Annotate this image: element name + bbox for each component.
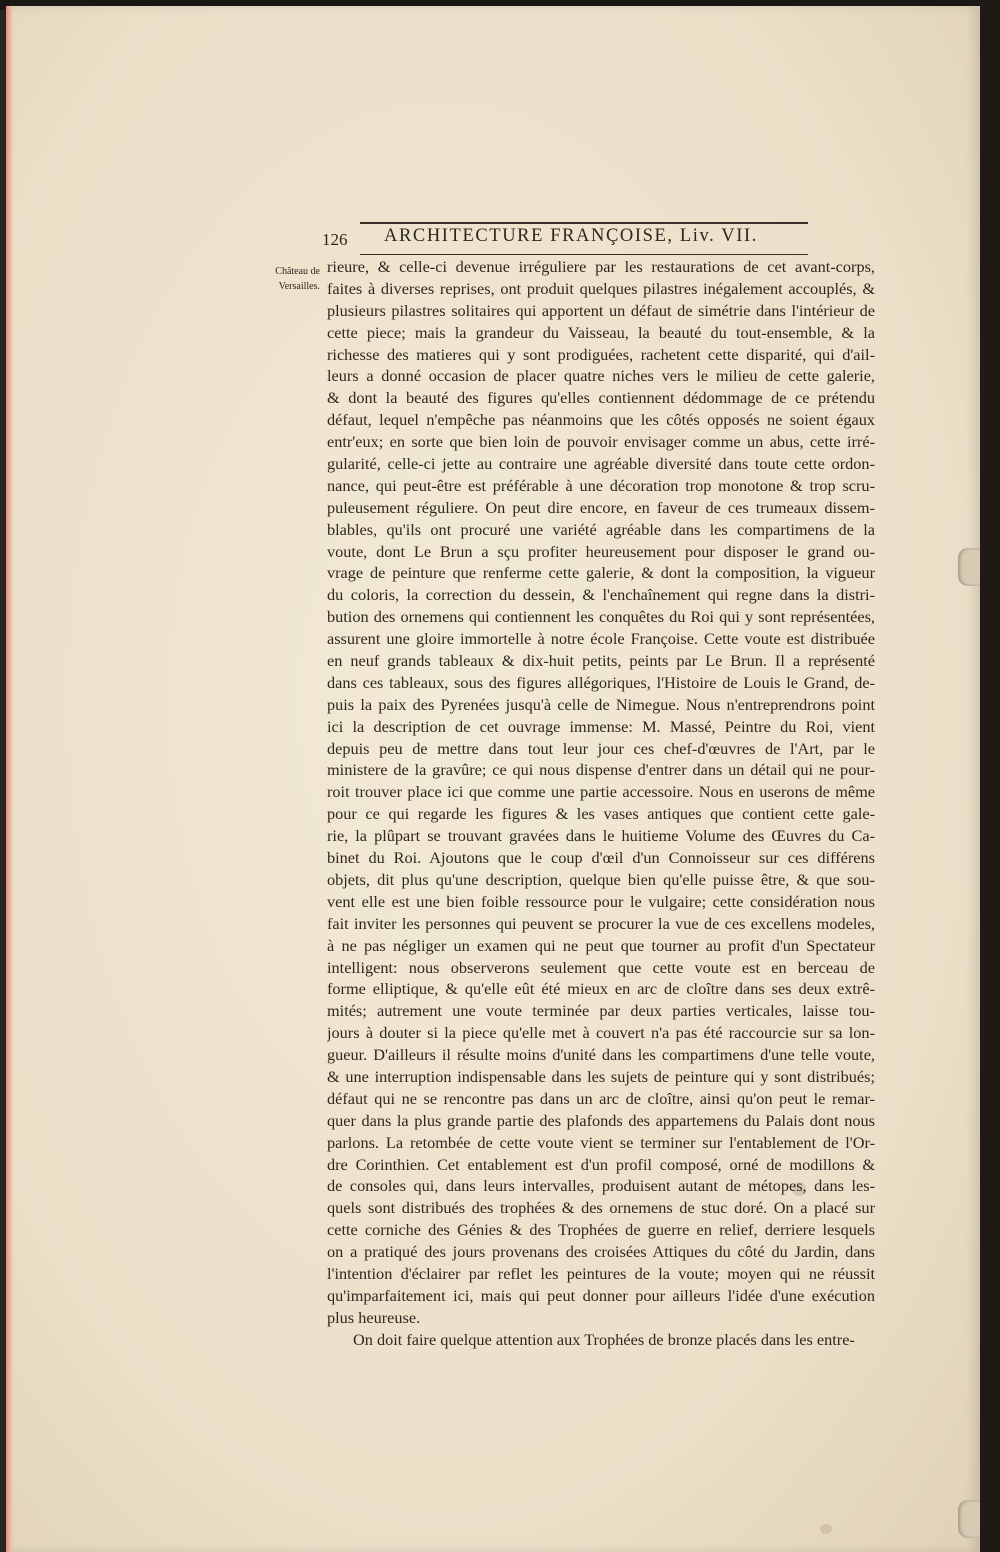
text-line: nance, qui peut-être est préférable à une décoration trop monotone & trop scru- <box>327 475 875 495</box>
text-line: parlons. La retombée de cette voute vient se terminer sur l'entablement de l'Or- <box>327 1132 875 1152</box>
paper-spot <box>820 1524 832 1534</box>
text-line: ministere de la gravûre; ce qui nous dispense d'entrer dans un détail qui ne pour- <box>327 760 875 780</box>
text-line: qu'imparfaitement ici, mais qui peut donner pour ailleurs l'idée d'une exécution <box>327 1285 875 1305</box>
text-line: à ne pas négliger un examen qui ne peut que tourner au profit d'un Spectateur <box>327 935 875 955</box>
text-line: On doit faire quelque attention aux Trophées de bronze placés dans les entre- <box>353 1329 855 1349</box>
text-line: rieure, & celle-ci devenue irréguliere par les restaurations de cet avant-corps, <box>327 257 875 276</box>
text-line: quer dans la plus grande partie des plafonds des appartemens du Palais dont nous <box>327 1110 875 1130</box>
text-line: plusieurs pilastres solitaires qui apportent un défaut de simétrie dans l'intérieur de <box>327 300 875 320</box>
text-line: cette corniche des Génies & des Trophées de guerre en relief, derriere lesquels <box>327 1220 875 1240</box>
text-line: & une interruption indispensable dans les sujets de peinture qui y sont distribués; <box>327 1066 875 1086</box>
text-line: vrage de peinture que renferme cette galerie, & dont la composition, la vigueur <box>327 563 875 583</box>
text-line: pour ce qui regarde les figures & les vases antiques que contient cette gale- <box>327 804 875 824</box>
text-line: puleusement réguliere. On peut dire encore, en faveur de ces trumeaux dissem- <box>327 497 875 517</box>
text-line: défaut qui ne se rencontre pas dans un arc de cloître, ainsi qu'on peut le remar- <box>327 1088 875 1108</box>
text-line: puis la paix des Pyrenées jusqu'à celle de Nimegue. Nous n'entreprendrons point <box>327 694 875 714</box>
binding-tab <box>958 548 980 586</box>
text-line: depuis peu de mettre dans tout leur jour ces chef-d'œuvres de l'Art, par le <box>327 738 875 758</box>
text-line: on a pratiqué des jours provenans des croisées Attiques du côté du Jardin, dans <box>327 1242 875 1262</box>
header-rule-top <box>360 222 808 224</box>
page-edge-stain <box>6 6 14 1552</box>
text-line: blables, qu'ils ont procuré une variété agréable dans les compartimens de la <box>327 519 875 539</box>
text-line: vent elle est une bien foible ressource pour le vulgaire; cette considération nous <box>327 891 875 911</box>
text-line: quels sont distribués des trophées & des ornemens de stuc doré. On a placé sur <box>327 1198 875 1218</box>
text-line: assurent une gloire immortelle à notre école Françoise. Cette voute est distribuée <box>327 629 875 649</box>
page-header <box>322 226 808 252</box>
text-line: voute, dont Le Brun a sçu profiter heureusement pour disposer le grand ou- <box>327 541 875 561</box>
margin-note: Château de Versailles. <box>275 266 320 292</box>
text-line: fait inviter les personnes qui peuvent se procurer la vue de ces excellens modeles, <box>327 913 875 933</box>
binding-tab <box>958 1500 980 1538</box>
text-line: intelligent: nous observerons seulement que cette voute est en berceau de <box>327 957 875 977</box>
text-line: gularité, celle-ci jette au contraire une agréable diversité dans toute cette ordon- <box>327 454 875 474</box>
text-line: rie, la plûpart se trouvant gravées dans le huitieme Volume des Œuvres du Ca- <box>327 826 875 846</box>
text-line: jours à douter si la piece qu'elle met à couvert n'a pas été raccourcie sur sa lon- <box>327 1023 875 1043</box>
text-line: l'intention d'éclairer par reflet les peintures de la voute; moyen qui ne réussit <box>327 1263 875 1283</box>
text-line: ici la description de cet ouvrage immense: M. Massé, Peintre du Roi, vient <box>327 716 875 736</box>
text-line: & dont la beauté des figures qu'elles contiennent dédommage de ce prétendu <box>327 388 875 408</box>
text-line: en neuf grands tableaux & dix-huit petits, peints par Le Brun. Il a représenté <box>327 651 875 671</box>
text-line: richesse des matieres qui y sont prodiguées, rachetent cette disparité, qui d'ail- <box>327 344 875 364</box>
text-line: cette piece; mais la grandeur du Vaisseau, la beauté du tout-ensemble, & la <box>327 322 875 342</box>
body-text <box>327 256 875 1351</box>
text-line: dans ces tableaux, sous des figures allégoriques, l'Histoire de Louis le Grand, de- <box>327 672 875 692</box>
text-line: du coloris, la correction du dessein, & l'enchaînement qui regne dans la distri- <box>327 585 875 605</box>
page-number: 126 <box>322 230 348 249</box>
text-line: objets, dit plus qu'une description, quelque bien qu'elle puisse être, & que sou- <box>327 869 875 889</box>
text-line: faites à diverses reprises, ont produit quelques pilastres inégalement accouplés, & <box>327 278 875 298</box>
text-line: gueur. D'ailleurs il résulte moins d'unité dans les compartimens d'une telle voute, <box>327 1045 875 1065</box>
header-rule-bottom <box>360 254 808 255</box>
text-line: plus heureuse. <box>327 1307 421 1327</box>
text-line: roit trouver place ici que comme une partie accessoire. Nous en userons de même <box>327 782 875 802</box>
text-line: de consoles qui, dans leurs intervalles, produisent autant de métopes, dans les- <box>327 1176 875 1196</box>
text-line: binet du Roi. Ajoutons que le coup d'œil d'un Connoisseur sur ces différens <box>327 848 875 868</box>
running-head: ARCHITECTURE FRANÇOISE, Liv. VII. <box>384 226 758 246</box>
text-line: leurs a donné occasion de placer quatre niches vers le milieu de cette galerie, <box>327 366 875 386</box>
scan-right-border <box>980 0 1000 1552</box>
text-line: mités; autrement une voute terminée par deux parties verticales, laisse tou- <box>327 1001 875 1021</box>
text-line: bution des ornemens qui contiennent les conquêtes du Roi qui y sont représentées, <box>327 607 875 627</box>
text-line: défaut, lequel n'empêche pas néanmoins que les côtés opposés ne soient égaux <box>327 410 875 430</box>
text-line: forme elliptique, & qu'elle eût été mieux en arc de cloître dans ses deux extrê- <box>327 979 875 999</box>
text-line: entr'eux; en sorte que bien loin de pouvoir envisager comme un abus, cette irré- <box>327 432 875 452</box>
text-line: dre Corinthien. Cet entablement est d'un profil composé, orné de modillons & <box>327 1154 875 1174</box>
